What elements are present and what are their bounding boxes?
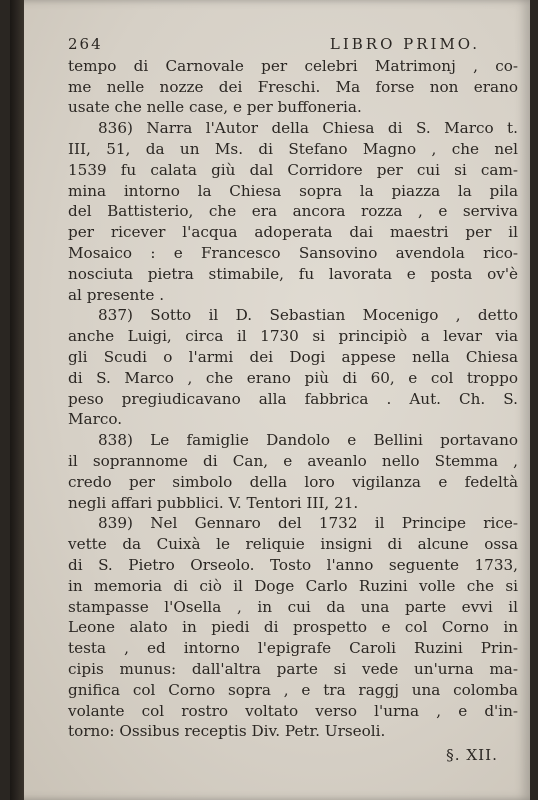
text-line: III, 51, da un Ms. di Stefano Magno , che nel [68, 139, 518, 158]
running-header [68, 34, 518, 55]
text-line: del Battisterio, che era ancora rozza , e serviva [68, 202, 518, 221]
text-line: 839) Nel Gennaro del 1732 il Principe rice- [98, 514, 518, 533]
book-gutter [10, 0, 24, 800]
text-line: torno: Ossibus receptis Div. Petr. Urseoli. [68, 722, 386, 741]
page-number: 264 [68, 35, 103, 53]
text-line: testa , ed intorno l'epigrafe Caroli Ruzini Prin- [68, 639, 518, 658]
text-line: il soprannome di Can, e aveanlo nello Stemma , [68, 451, 518, 470]
text-line: di S. Pietro Orseolo. Tosto l'anno seguente 1733, [68, 555, 518, 574]
running-title: LIBRO PRIMO. [329, 35, 480, 53]
book-page [10, 0, 530, 800]
text-line: 1539 fu calata giù dal Corridore per cui si cam- [68, 160, 518, 179]
text-line: al presente . [68, 285, 165, 304]
text-line: vette da Cuixà le reliquie insigni di alcune ossa [68, 535, 518, 554]
text-line: 837) Sotto il D. Sebastian Mocenigo , detto [98, 306, 518, 325]
text-line: in memoria di ciò il Doge Carlo Ruzini volle che si [68, 576, 518, 595]
text-line: cipis munus: dall'altra parte si vede un'urna ma- [68, 659, 518, 678]
section-mark: §. XII. [446, 746, 498, 765]
text-line: 838) Le famiglie Dandolo e Bellini portavano [98, 431, 518, 450]
text-line: mina intorno la Chiesa sopra la piazza la pila [68, 181, 518, 200]
text-line: gli Scudi o l'armi dei Dogi appese nella Chiesa [68, 347, 518, 366]
text-line: volante col rostro voltato verso l'urna , e d'in- [68, 701, 518, 720]
text-line: credo per simbolo della loro vigilanza e fedeltà [68, 472, 518, 491]
text-line: me nelle nozze dei Freschi. Ma forse non erano [68, 77, 518, 96]
text-line: Mosaico : e Francesco Sansovino avendola rico- [68, 243, 518, 262]
text-line: per ricever l'acqua adoperata dai maestri per il [68, 223, 518, 242]
text-line: gnifica col Corno sopra , e tra raggj una colomba [68, 680, 518, 699]
text-line: Marco. [68, 410, 123, 429]
text-line: usate che nelle case, e per buffoneria. [68, 98, 362, 117]
text-line: tempo di Carnovale per celebri Matrimonj , co- [68, 56, 518, 75]
text-line: negli affari pubblici. V. Tentori III, 21. [68, 493, 359, 512]
body-text [68, 56, 518, 742]
text-line: peso pregiudicavano alla fabbrica . Aut. Ch. S. [68, 389, 518, 408]
text-line: 836) Narra l'Autor della Chiesa di S. Marco t. [98, 119, 518, 138]
text-block [68, 34, 518, 766]
text-line: stampasse l'Osella , in cui da una parte evvi il [68, 597, 518, 616]
text-line: nosciuta pietra stimabile, fu lavorata e posta ov'è [68, 264, 518, 283]
text-line: di S. Marco , che erano più di 60, e col troppo [68, 368, 518, 387]
text-line: Leone alato in piedi di prospetto e col Corno in [68, 618, 518, 637]
text-line: anche Luigi, circa il 1730 si principiò a levar via [68, 327, 518, 346]
